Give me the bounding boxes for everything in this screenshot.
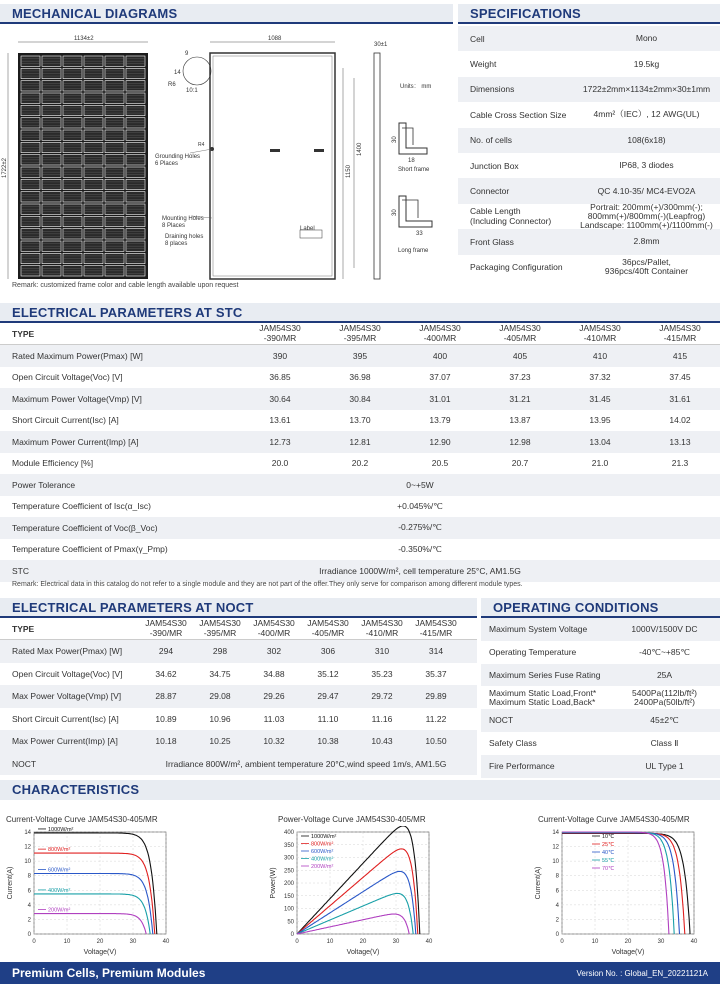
- legend-label: 25℃: [602, 842, 615, 848]
- stc-row-label: Short Circuit Current(Isc) [A]: [12, 415, 119, 426]
- y-tick-label: 4: [27, 902, 31, 909]
- stc-model-header: JAM54S30 -415/MR: [659, 323, 701, 343]
- noct-row: [0, 640, 477, 663]
- y-tick-label: 50: [287, 919, 294, 926]
- noct-cell: 11.22: [425, 713, 447, 724]
- iv-curve-irradiance-chart: [2, 826, 202, 961]
- spec-row: [458, 77, 720, 102]
- stc-table: [0, 323, 720, 582]
- short-frame-label: Short frame: [398, 167, 430, 173]
- y-tick-label: 8: [27, 873, 31, 880]
- noct-cell: 298: [212, 646, 228, 657]
- noct-row: [0, 685, 477, 708]
- legend-label: 200W/m²: [311, 864, 334, 870]
- x-tick-label: 10: [326, 939, 334, 945]
- noct-cell: 11.16: [371, 713, 393, 724]
- legend-label: 1000W/m²: [311, 834, 337, 840]
- noct-row-label: Open Circuit Voltage(Voc) [V]: [12, 668, 123, 679]
- op-key: Maximum Static Load,Front* Maximum Static Load,Back*: [489, 687, 597, 707]
- legend-label: 400W/m²: [311, 856, 334, 863]
- dim-1400: 1400: [357, 142, 363, 156]
- stc-cell: 31.01: [429, 393, 451, 404]
- spec-key: Packaging Configuration: [470, 262, 563, 273]
- stc-row-label: Open Circuit Voltage(Voc) [V]: [12, 372, 123, 383]
- x-axis-label: Voltage(V): [611, 949, 645, 956]
- noct-condition-row: [0, 753, 477, 776]
- dim-14: 14: [174, 70, 181, 76]
- y-tick-label: 10: [552, 859, 559, 866]
- stc-cell: 13.70: [349, 415, 371, 426]
- spec-value: 108(6x18): [627, 134, 666, 145]
- noct-row-label: Short Circuit Current(Isc) [A]: [12, 713, 119, 724]
- legend-label: 40℃: [602, 850, 615, 856]
- op-row: [481, 664, 720, 687]
- stc-cell: 13.79: [429, 415, 451, 426]
- noct-row: [0, 708, 477, 731]
- x-tick-label: 40: [425, 939, 433, 945]
- noct-cell: 10.43: [371, 736, 393, 747]
- legend-label: 10℃: [602, 834, 615, 840]
- stc-cell: 415: [672, 350, 688, 361]
- x-tick-label: 0: [32, 939, 36, 945]
- noct-cell: 11.03: [263, 713, 285, 724]
- noct-cell: 35.12: [317, 668, 339, 679]
- spec-value: IP68, 3 diodes: [619, 160, 674, 171]
- stc-row-label: Maximum Power Voltage(Vmp) [V]: [12, 393, 142, 404]
- stc-cell: 21.0: [591, 458, 609, 469]
- draining-holes-2: 8 places: [165, 241, 188, 247]
- stc-span-row: [0, 517, 720, 539]
- stc-cell: 37.23: [509, 372, 531, 383]
- iv-curve-temperature-chart: [530, 826, 720, 961]
- noct-cell: 314: [428, 646, 444, 657]
- noct-cell: 294: [158, 646, 174, 657]
- legend-label: 1000W/m²: [48, 826, 74, 833]
- spec-row: [458, 204, 720, 229]
- noct-row-label: Max Power Voltage(Vmp) [V]: [12, 691, 122, 702]
- legend-label: 55℃: [602, 858, 615, 864]
- y-tick-label: 12: [552, 844, 559, 851]
- y-tick-label: 14: [24, 830, 31, 836]
- op-key: Maximum System Voltage: [489, 623, 588, 634]
- spec-key: Cable Length (Including Connector): [470, 206, 552, 227]
- grounding-holes-1: Grounding Holes: [155, 154, 201, 160]
- noct-cell: 10.38: [317, 736, 339, 747]
- noct-cell: 10.18: [155, 736, 177, 747]
- stc-title: ELECTRICAL PARAMETERS AT STC: [0, 303, 720, 323]
- long-frame-label: Long frame: [398, 248, 429, 254]
- x-tick-label: 30: [392, 939, 400, 945]
- op-key: Maximum Series Fuse Rating: [489, 669, 601, 680]
- legend-label: 600W/m²: [311, 849, 334, 855]
- stc-cell: 12.98: [509, 436, 531, 447]
- spec-row: [458, 26, 720, 51]
- stc-remark: Remark: Electrical data in this catalog do not refer to a single module and they are not part of the offer.They only serve for comparison among different module types.: [12, 581, 523, 588]
- y-axis-label: Current(A): [535, 866, 542, 900]
- stc-row-label: Module Efficiency [%]: [12, 458, 94, 469]
- noct-cell: 10.89: [155, 713, 177, 724]
- noct-model-header: JAM54S30 -405/MR: [307, 618, 349, 638]
- y-tick-label: 8: [555, 873, 559, 880]
- stc-cell: 13.13: [669, 436, 691, 447]
- noct-cell: 29.08: [209, 691, 231, 702]
- op-row: [481, 709, 720, 732]
- spec-value: 19.5kg: [633, 58, 660, 69]
- r6: R6: [168, 82, 176, 88]
- y-tick-label: 2: [27, 917, 31, 924]
- spec-key: Cell: [470, 33, 485, 44]
- op-value: 45±2℃: [650, 715, 679, 726]
- stc-row: [0, 345, 720, 367]
- noct-cell: 35.23: [371, 668, 393, 679]
- spec-key: Cable Cross Section Size: [470, 109, 567, 120]
- x-axis-label: Voltage(V): [346, 949, 380, 956]
- stc-span-row: [0, 474, 720, 496]
- chart3-title: Current-Voltage Curve JAM54S30-405/MR: [538, 815, 690, 824]
- stc-type-label: TYPE: [12, 328, 35, 339]
- stc-cell: 13.61: [269, 415, 291, 426]
- noct-cell: 35.37: [425, 668, 447, 679]
- x-tick-label: 20: [96, 939, 104, 945]
- ratio: 10:1: [186, 88, 198, 94]
- footer-bar: [0, 962, 720, 984]
- stc-row: [0, 431, 720, 453]
- y-tick-label: 350: [283, 842, 294, 849]
- spec-value: 36pcs/Pallet, 936pcs/40ft Container: [604, 257, 689, 277]
- stc-span-value: 0~+5W: [406, 479, 434, 490]
- x-tick-label: 10: [591, 939, 599, 945]
- stc-row: [0, 388, 720, 410]
- y-tick-label: 14: [552, 830, 559, 836]
- spec-row: [458, 229, 720, 254]
- dim-s18: 18: [408, 158, 415, 164]
- chart1-title: Current-Voltage Curve JAM54S30-405/MR: [6, 815, 158, 824]
- spec-key: Weight: [470, 59, 497, 70]
- op-title: OPERATING CONDITIONS: [481, 598, 720, 618]
- noct-model-header: JAM54S30 -410/MR: [361, 618, 403, 638]
- spec-table: [458, 26, 720, 280]
- spec-key: Connector: [470, 186, 510, 197]
- x-tick-label: 20: [624, 939, 632, 945]
- op-key: Safety Class: [489, 737, 537, 748]
- noct-cell: 34.62: [155, 668, 177, 679]
- stc-cell: 36.98: [349, 372, 371, 383]
- noct-model-header: JAM54S30 -395/MR: [199, 618, 241, 638]
- noct-cell: 34.88: [263, 668, 285, 679]
- noct-cell: 10.50: [425, 736, 447, 747]
- op-value: -40℃~+85℃: [639, 646, 690, 657]
- dim-l33: 33: [416, 231, 423, 237]
- stc-cell: 405: [512, 350, 528, 361]
- x-tick-label: 0: [295, 939, 299, 945]
- x-tick-label: 30: [129, 939, 137, 945]
- stc-cell: 37.45: [669, 372, 691, 383]
- stc-cell: 31.21: [509, 393, 531, 404]
- noct-title: ELECTRICAL PARAMETERS AT NOCT: [0, 598, 477, 618]
- noct-condition-value: Irradiance 800W/m², ambient temperature 20°C,wind speed 1m/s, AM1.5G: [165, 758, 447, 769]
- dim-thickness: 30±1: [374, 42, 388, 48]
- dim-width-front: 1134±2: [74, 36, 94, 42]
- stc-span-label: Temperature Coefficient of Isc(α_Isc): [12, 501, 151, 512]
- noct-row-label: Max Power Current(Imp) [A]: [12, 736, 118, 747]
- noct-cell: 10.96: [209, 713, 231, 724]
- stc-cell: 14.02: [669, 415, 691, 426]
- footer-version: Version No. : Global_EN_20221121A: [576, 968, 708, 978]
- noct-cell: 310: [374, 646, 390, 657]
- stc-span-label: Temperature Coefficient of Voc(β_Voc): [12, 522, 158, 533]
- x-tick-label: 40: [690, 939, 698, 945]
- stc-cell: 395: [352, 350, 368, 361]
- noct-model-header: JAM54S30 -400/MR: [253, 618, 295, 638]
- stc-span-label: Power Tolerance: [12, 479, 76, 490]
- noct-condition-label: NOCT: [12, 758, 37, 769]
- dim-width-back: 1088: [268, 36, 282, 42]
- y-tick-label: 0: [290, 932, 294, 938]
- noct-model-header: JAM54S30 -415/MR: [415, 618, 457, 638]
- stc-span-value: Irradiance 1000W/m², cell temperature 25°C, AM1.5G: [319, 565, 521, 576]
- stc-cell: 410: [592, 350, 608, 361]
- op-key: Fire Performance: [489, 760, 555, 771]
- y-axis-label: Current(A): [7, 866, 14, 900]
- y-tick-label: 12: [24, 844, 31, 851]
- spec-row: [458, 178, 720, 203]
- stc-model-header: JAM54S30 -410/MR: [579, 323, 621, 343]
- legend-label: 800W/m²: [311, 841, 334, 848]
- dim-1150: 1150: [346, 165, 352, 178]
- stc-model-header: JAM54S30 -390/MR: [259, 323, 301, 343]
- draining-holes-1: Draining holes: [165, 234, 204, 240]
- spec-value: Portrait: 200mm(+)/300mm(-); 800mm(+)/800mm(-)(Leapfrog) Landscape: 1100mm(+)/1100mm(-): [580, 202, 713, 230]
- stc-cell: 20.2: [351, 458, 369, 469]
- stc-span-row: [0, 539, 720, 561]
- y-tick-label: 200: [283, 881, 294, 887]
- stc-cell: 21.3: [671, 458, 689, 469]
- legend-label: 70℃: [602, 866, 615, 872]
- noct-cell: 29.89: [425, 691, 447, 702]
- spec-value: QC 4.10-35/ MC4-EVO2A: [597, 185, 696, 196]
- y-tick-label: 300: [283, 855, 294, 862]
- spec-value: 4mm²（IEC）, 12 AWG(UL): [593, 109, 700, 120]
- mounting-holes-1: Mounting Holes: [162, 216, 204, 222]
- y-tick-label: 250: [283, 868, 294, 875]
- op-key: Operating Temperature: [489, 646, 577, 657]
- stc-cell: 12.81: [349, 436, 371, 447]
- char-title: CHARACTERISTICS: [0, 780, 720, 800]
- stc-row-label: Maximum Power Current(Imp) [A]: [12, 436, 139, 447]
- noct-type-label: TYPE: [12, 623, 35, 634]
- stc-row: [0, 453, 720, 475]
- x-tick-label: 10: [63, 939, 71, 945]
- y-tick-label: 6: [27, 888, 31, 895]
- op-row: [481, 686, 720, 709]
- mounting-holes-2: 8 Places: [162, 223, 186, 229]
- op-row: [481, 618, 720, 641]
- stc-cell: 37.07: [429, 372, 451, 383]
- x-tick-label: 20: [359, 939, 367, 945]
- spec-value: Mono: [635, 33, 658, 44]
- stc-cell: 12.73: [269, 436, 291, 447]
- stc-cell: 36.85: [269, 372, 291, 383]
- y-tick-label: 150: [283, 893, 294, 900]
- legend-label: 800W/m²: [48, 847, 71, 854]
- op-key: NOCT: [489, 715, 514, 726]
- spec-key: Dimensions: [470, 84, 515, 95]
- noct-cell: 28.87: [155, 691, 177, 702]
- op-value: UL Type 1: [645, 760, 684, 771]
- op-value: 25A: [656, 669, 673, 680]
- stc-cell: 13.04: [589, 436, 611, 447]
- stc-span-value: -0.275%/℃: [398, 522, 442, 533]
- stc-cell: 13.87: [509, 415, 531, 426]
- stc-cell: 37.32: [589, 372, 611, 383]
- legend-label: 600W/m²: [48, 867, 71, 874]
- x-tick-label: 40: [162, 939, 170, 945]
- stc-cell: 390: [272, 350, 288, 361]
- stc-span-value: -0.350%/℃: [398, 543, 442, 554]
- noct-cell: 10.32: [263, 736, 285, 747]
- stc-cell: 30.84: [349, 393, 371, 404]
- spec-row: [458, 102, 720, 127]
- noct-cell: 29.72: [371, 691, 393, 702]
- spec-title: SPECIFICATIONS: [458, 4, 720, 24]
- pv-curve-chart: [265, 826, 465, 961]
- noct-cell: 306: [320, 646, 336, 657]
- legend-label: 400W/m²: [48, 887, 71, 894]
- y-axis-label: Power(W): [270, 867, 277, 899]
- stc-cell: 31.61: [669, 393, 691, 404]
- stc-cell: 20.0: [271, 458, 289, 469]
- dim-height: 1722±2: [2, 158, 8, 178]
- spec-row: [458, 51, 720, 76]
- op-value: 5400Pa(112lb/ft²) 2400Pa(50lb/ft²): [631, 687, 698, 707]
- noct-row: [0, 663, 477, 686]
- stc-model-header: JAM54S30 -400/MR: [419, 323, 461, 343]
- noct-table: [0, 618, 477, 775]
- dim-s30: 30: [392, 136, 398, 143]
- stc-row: [0, 410, 720, 432]
- stc-model-header: JAM54S30 -395/MR: [339, 323, 381, 343]
- noct-cell: 302: [266, 646, 282, 657]
- spec-key: No. of cells: [470, 135, 513, 146]
- noct-cell: 29.47: [317, 691, 339, 702]
- y-tick-label: 0: [27, 932, 31, 938]
- y-tick-label: 6: [555, 888, 559, 895]
- y-tick-label: 0: [555, 932, 559, 938]
- stc-cell: 31.45: [589, 393, 611, 404]
- op-table: [481, 618, 720, 778]
- y-tick-label: 400: [283, 830, 294, 836]
- op-value: 1000V/1500V DC: [631, 623, 698, 634]
- spec-value: 1722±2mm×1134±2mm×30±1mm: [582, 84, 711, 95]
- noct-model-header: JAM54S30 -390/MR: [145, 618, 187, 638]
- stc-span-label: STC: [12, 565, 29, 576]
- y-tick-label: 100: [283, 906, 294, 913]
- stc-cell: 400: [432, 350, 448, 361]
- stc-model-header: JAM54S30 -405/MR: [499, 323, 541, 343]
- y-tick-label: 4: [555, 902, 559, 909]
- mech-title: MECHANICAL DIAGRAMS: [0, 4, 453, 24]
- stc-cell: 20.7: [511, 458, 529, 469]
- spec-row: [458, 153, 720, 178]
- stc-cell: 20.5: [431, 458, 449, 469]
- stc-cell: 13.95: [589, 415, 611, 426]
- op-row: [481, 755, 720, 778]
- stc-span-label: Temperature Coefficient of Pmax(γ_Pmp): [12, 544, 168, 555]
- noct-cell: 10.25: [209, 736, 231, 747]
- noct-row: [0, 730, 477, 753]
- r4: R4: [198, 142, 205, 148]
- noct-cell: 34.75: [209, 668, 231, 679]
- x-axis-label: Voltage(V): [83, 949, 117, 956]
- stc-span-row: [0, 496, 720, 518]
- noct-cell: 29.26: [263, 691, 285, 702]
- y-tick-label: 10: [24, 859, 31, 866]
- spec-row: [458, 255, 720, 280]
- mech-remark: Remark: customized frame color and cable length available upon request: [12, 282, 239, 289]
- legend-label: 200W/m²: [48, 907, 71, 914]
- footer-slogan: Premium Cells, Premium Modules: [12, 966, 206, 980]
- stc-cell: 12.90: [429, 436, 451, 447]
- chart2-title: Power-Voltage Curve JAM54S30-405/MR: [278, 815, 426, 824]
- stc-span-value: +0.045%/℃: [397, 500, 443, 511]
- units-label: Units： mm: [400, 84, 432, 90]
- noct-row-label: Rated Max Power(Pmax) [W]: [12, 646, 123, 657]
- x-tick-label: 30: [657, 939, 665, 945]
- op-value: Class Ⅱ: [650, 737, 679, 748]
- noct-cell: 11.10: [317, 713, 339, 724]
- x-tick-label: 0: [560, 939, 564, 945]
- grounding-holes-2: 6 Places: [155, 161, 179, 167]
- spec-key: Front Glass: [470, 236, 514, 247]
- spec-row: [458, 128, 720, 153]
- dim-l30: 30: [392, 209, 398, 216]
- stc-span-row: [0, 560, 720, 582]
- mechanical-drawing: [0, 28, 453, 298]
- spec-value: 2.8mm: [633, 236, 660, 247]
- stc-row-label: Rated Maximum Power(Pmax) [W]: [12, 350, 143, 361]
- op-row: [481, 641, 720, 664]
- op-row: [481, 732, 720, 755]
- stc-row: [0, 367, 720, 389]
- y-tick-label: 2: [555, 917, 559, 924]
- label-text: Label: [300, 226, 315, 232]
- dim-9: 9: [185, 51, 189, 57]
- stc-cell: 30.64: [269, 393, 291, 404]
- spec-key: Junction Box: [470, 160, 519, 171]
